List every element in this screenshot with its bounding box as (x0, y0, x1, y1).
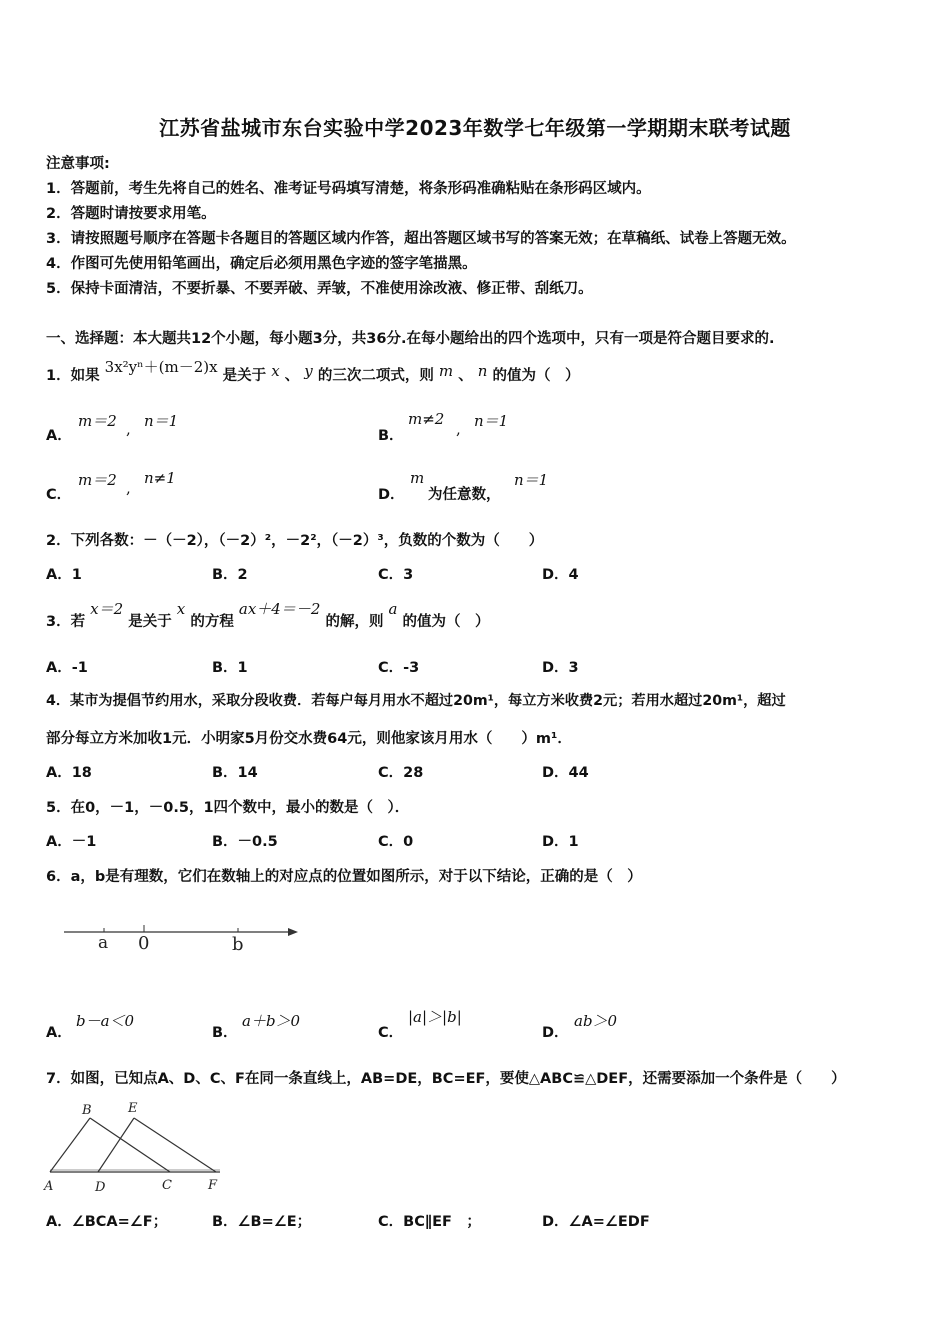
notice-item-5: 5．保持卡面清洁，不要折暴、不要弄破、弄皱，不准使用涂改液、修正带、刮纸刀。 (46, 281, 593, 297)
q1-option-d-text: 为任意数， (428, 487, 501, 503)
q4-stem-line1: 4．某市为提倡节约用水，采取分段收费．若每户每月用水不超过20m¹，每立方米收费2元；若用水超过20m¹，超过 (46, 693, 786, 709)
q1-option-d-label: D． (378, 487, 405, 503)
q1-post: 的值为（ ） (492, 368, 580, 384)
q3-mid1: 是关于 (128, 614, 172, 630)
q3-condition: x＝2 (90, 600, 124, 618)
q1-pre: 1．如果 (46, 368, 100, 384)
axis-label-zero: 0 (138, 933, 150, 954)
section-heading: 一、选择题：本大题共12个小题，每小题3分，共36分.在每小题给出的四个选项中，只有一项是符合题目要求的. (46, 331, 775, 347)
number-line-figure (60, 915, 305, 960)
q3-option-d: D．3 (542, 660, 579, 676)
page-title: 江苏省盐城市东台实验中学2023年数学七年级第一学期期末联考试题 (159, 116, 791, 140)
q1-expression: 3x²yⁿ＋(m－2)x (104, 358, 218, 376)
segment-ab (50, 1118, 90, 1172)
q1-stem (46, 358, 580, 385)
q3-option-b: B．1 (212, 660, 248, 676)
q1-sep2: 、 (458, 368, 473, 384)
q1-option-a-m: m＝2 (78, 412, 117, 430)
axis-label-a: a (98, 933, 109, 953)
q6-option-d-label: D． (542, 1025, 569, 1041)
q1-option-b-m: m≠2 (408, 410, 445, 428)
number-line-arrow (288, 928, 298, 936)
q6-option-a-label: A． (46, 1025, 72, 1041)
point-label-b: B (82, 1103, 92, 1118)
q3-pre: 3．若 (46, 614, 86, 630)
q6-option-c-label: C． (378, 1025, 404, 1041)
notice-item-3: 3．请按照题号顺序在答题卡各题目的答题区域内作答，超出答题区域书写的答案无效；在草稿纸、试卷上答题无效。 (46, 231, 796, 247)
q3-stem (46, 600, 490, 631)
q7-stem: 7．如图，已知点A、D、C、F在同一条直线上，AB=DE，BC=EF，要使△ABC≌△DEF，还需要添加一个条件是（ ） (46, 1071, 846, 1087)
q1-option-d-m: m (410, 469, 425, 487)
notice-heading: 注意事项: (46, 156, 110, 172)
q4-option-d: D．44 (542, 765, 589, 781)
q3-var-x: x (176, 600, 186, 618)
q5-option-a: A．－1 (46, 834, 97, 850)
segment-ef (134, 1118, 216, 1172)
q4-option-b: B．14 (212, 765, 258, 781)
q3-equation: ax＋4＝－2 (238, 600, 321, 618)
q3-option-a: A．-1 (46, 660, 88, 676)
q4-option-c: C．28 (378, 765, 424, 781)
segment-bc (90, 1118, 170, 1172)
q6-option-b-label: B． (212, 1025, 238, 1041)
q1-option-a-n: n＝1 (144, 412, 179, 430)
q1-option-b-label: B． (378, 428, 404, 444)
q1-var-x: x (271, 362, 280, 380)
q7-option-a: A．∠BCA=∠F； (46, 1214, 168, 1230)
q3-post: 的值为（ ） (402, 614, 490, 630)
q5-option-b: B．－0.5 (212, 834, 278, 850)
q2-option-b: B．2 (212, 567, 248, 583)
q2-stem: 2．下列各数：－（－2），（－2）²，－2²，（－2）³，负数的个数为（ ） (46, 533, 544, 549)
q1-sep: 、 (284, 368, 300, 384)
segment-de (98, 1118, 134, 1172)
triangle-figure (40, 1097, 230, 1197)
q6-option-d: ab＞0 (574, 1012, 618, 1030)
q6-option-b: a＋b＞0 (242, 1012, 301, 1030)
q2-option-a: A．1 (46, 567, 82, 583)
q6-option-a: b－a＜0 (76, 1012, 135, 1030)
q6-option-c: |a|＞|b| (408, 1008, 462, 1026)
q7-option-c: C．BC∥EF ； (378, 1214, 481, 1230)
q1-option-d-n: n＝1 (514, 471, 549, 489)
point-label-f: F (208, 1178, 218, 1193)
notice-item-4: 4．作图可先使用铅笔画出，确定后必须用黑色字迹的签字笔描黑。 (46, 256, 477, 272)
notice-item-1: 1．答题前，考生先将自己的姓名、准考证号码填写清楚，将条形码准确粘贴在条形码区域内。 (46, 181, 651, 197)
q5-option-d: D．1 (542, 834, 579, 850)
q1-option-b-n: n＝1 (474, 412, 509, 430)
q1-var-n: n (477, 362, 488, 380)
point-label-d: D (95, 1180, 106, 1195)
q1-option-c-m: m＝2 (78, 471, 117, 489)
q5-option-c: C．0 (378, 834, 414, 850)
q4-stem-line2: 部分每立方米加收1元．小明家5月份交水费64元，则他家该月用水（ ）m¹． (46, 731, 572, 747)
q1-var-y: y (304, 362, 313, 380)
point-label-e: E (128, 1101, 138, 1116)
q2-option-c: C．3 (378, 567, 414, 583)
notice-item-2: 2．答题时请按要求用笔。 (46, 206, 216, 222)
q1-mid2: 的三次二项式，则 (317, 368, 434, 384)
point-label-c: C (162, 1178, 172, 1193)
q1-option-c-label: C． (46, 487, 72, 503)
q7-option-d: D．∠A=∠EDF (542, 1214, 650, 1230)
q1-var-m: m (438, 362, 454, 380)
q3-var-a: a (388, 600, 398, 618)
q1-option-a-label: A． (46, 428, 72, 444)
q4-option-a: A．18 (46, 765, 92, 781)
q3-mid2: 的方程 (190, 614, 234, 630)
q3-mid3: 的解，则 (325, 614, 384, 630)
q3-option-c: C．-3 (378, 660, 420, 676)
q7-option-b: B．∠B=∠E； (212, 1214, 312, 1230)
q1-mid1: 是关于 (222, 368, 267, 384)
point-label-a: A (44, 1179, 54, 1194)
axis-label-b: b (232, 934, 244, 955)
q5-stem: 5．在0，－1，－0.5，1四个数中，最小的数是（ ）． (46, 800, 410, 816)
q1-option-c-n: n≠1 (144, 469, 176, 487)
q2-option-d: D．4 (542, 567, 579, 583)
q6-stem: 6．a，b是有理数，它们在数轴上的对应点的位置如图所示，对于以下结论，正确的是（ ） (46, 869, 642, 885)
